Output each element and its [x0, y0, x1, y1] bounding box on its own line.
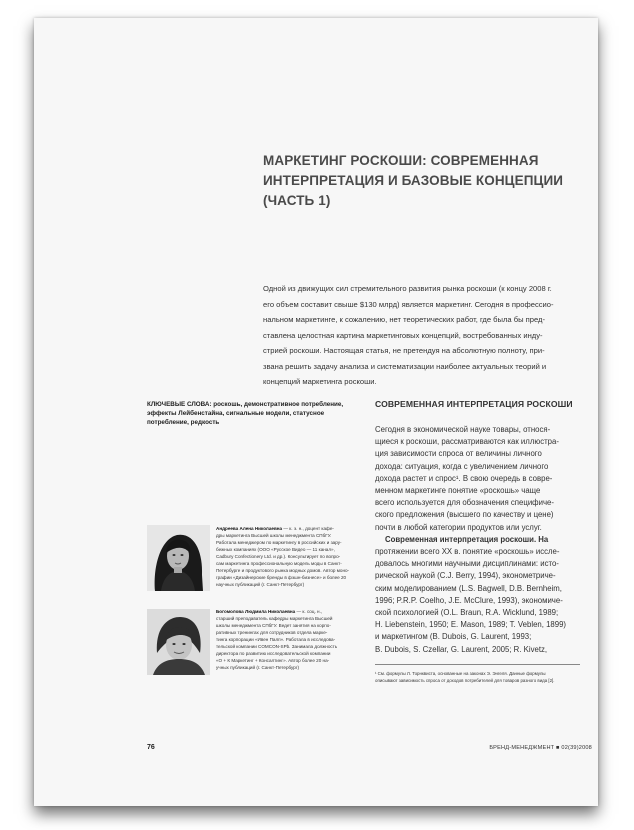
author-bio-bogomolova	[216, 608, 356, 671]
body-line: Современная интерпретация роскоши. На	[385, 534, 549, 544]
bio-text: сам маркетинга профессиональную модель моды в Санкт-	[216, 561, 342, 566]
bio-text: — к. э. н., доцент кафе-	[283, 526, 334, 531]
keywords-block	[147, 400, 352, 427]
author-photo-bogomolova	[147, 609, 210, 675]
bio-line	[216, 608, 356, 615]
bio-text: ративных тренингах для сотрудников отдела марке-	[216, 630, 328, 635]
body-line: 1996; P.R.P. Coelho, J.E. McClure, 1993), экономиче-	[375, 595, 563, 605]
keywords-text: роскошь, демонстративное потребление,	[213, 401, 344, 408]
body-line: дохода: ситуация, когда с увеличением личного	[375, 461, 549, 471]
abstract-line: концепций маркетинга роскоши.	[263, 377, 377, 386]
body-line: почти в любой категории продуктов или услуг.	[375, 522, 542, 532]
magazine-page	[34, 18, 598, 806]
bio-text: старший преподаватель кафедры маркетинга Высшей	[216, 616, 333, 621]
abstract-line: нальном маркетинге, к сожалению, нет теоретических работ, где была бы пред-	[263, 315, 546, 324]
title-line: (ЧАСТЬ 1)	[263, 193, 331, 208]
bio-text: тельской компании COMCON-SPb. Занимала должность	[216, 644, 338, 649]
author-bio-andreeva	[216, 525, 356, 588]
section-heading: СОВРЕМЕННАЯ ИНТЕРПРЕТАЦИЯ РОСКОШИ	[375, 399, 573, 409]
running-footer: БРЕНД-МЕНЕДЖМЕНТ ■ 02(39)2008	[489, 745, 592, 751]
bio-text: бежных компаниях (ООО «Русское Видео — 11 канал»,	[216, 547, 335, 552]
abstract-line: стрией роскоши. Настоящая статья, не претендуя на абсолютную полноту, при-	[263, 346, 545, 355]
footnote-line: описывают зависимость спроса от доходов потребителей для товаров разного вида [2].	[375, 678, 555, 683]
body-line: рической наукой (C.J. Berry, 1994), эконометриче-	[375, 571, 556, 581]
bio-text: директора по развитию исследовательской компании	[216, 651, 331, 656]
footnote-line: ¹ См. формулы Л. Торнквиста, основанные на законах Э. Энгеля. Данные формулы	[375, 671, 546, 676]
body-line: Сегодня в экономической науке товары, относя-	[375, 425, 551, 434]
bio-text: Работала менеджером по маркетингу в российских и зару-	[216, 540, 342, 545]
body-line: всего используется для обозначения специфиче-	[375, 498, 554, 508]
author-photo-andreeva	[147, 525, 210, 591]
bio-text: школы менеджмента СПбГУ. Ведет занятия на корпо-	[216, 623, 331, 628]
keywords-line	[147, 400, 352, 409]
abstract-line: ставлена целостная картина маркетинговых концепций, востребованных инду-	[263, 330, 543, 340]
keywords-label: КЛЮЧЕВЫЕ СЛОВА:	[147, 401, 212, 408]
abstract-line: его объем составит свыше $130 млрд) является маркетинг. Сегодня в профессио-	[263, 299, 554, 309]
portrait-image	[147, 609, 210, 675]
article-title	[263, 151, 593, 211]
body-line: ской психологией (O.L. Braun, R.A. Wicklund, 1989;	[375, 608, 559, 618]
article-abstract	[263, 281, 585, 390]
title-line: ИНТЕРПРЕТАЦИЯ И БАЗОВЫЕ КОНЦЕПЦИИ	[263, 173, 564, 188]
body-line: и маркетингом (B. Dubois, G. Laurent, 1993;	[375, 632, 532, 642]
body-line: щиеся к роскоши, рассматриваются как иллюстра-	[375, 437, 559, 447]
keywords-text: потребление, редкость	[147, 419, 220, 426]
abstract-line: Одной из движущих сил стремительного развития рынка роскоши (к концу 2008 г.	[263, 284, 552, 293]
abstract-line: звана решить задачу анализа и систематизации наиболее актуальных теорий и	[263, 361, 547, 371]
bio-text: «О + К Маркетинг + Консалтинг». Автор более 20 на-	[216, 658, 330, 663]
author-name: Андреева Алена Николаевна	[216, 526, 283, 531]
bio-text: тинга корпорации «Ивен Палп». Работала в исследова-	[216, 637, 336, 642]
bio-text: — к. соц. н.,	[296, 609, 323, 614]
body-line: ского предложения (высшего по качеству и цене)	[375, 510, 554, 520]
body-line: дохода растет и спрос¹. В свою очередь в совре-	[375, 473, 553, 483]
bio-text: научных публикаций (г. Санкт-Петербург)	[216, 582, 305, 587]
title-line: МАРКЕТИНГ РОСКОШИ: СОВРЕМЕННАЯ	[263, 153, 539, 168]
body-line: протяжении всего XX в. понятие «роскошь» иссле-	[375, 547, 560, 557]
body-line: B. Dubois, S. Czellar, G. Laurent, 2005; R. Kivetz,	[375, 644, 548, 654]
footnote	[375, 670, 590, 684]
page-number: 76	[147, 744, 155, 751]
author-name: Богомолова Людмила Николаевна	[216, 609, 296, 614]
body-line: ция зависимости спроса от величины личного	[375, 449, 542, 459]
bio-line	[216, 525, 356, 532]
bio-text: Петербурге и продуктового рынка модных домов. Автор моно-	[216, 568, 350, 573]
body-line: H. Liebenstein, 1950; E. Mason, 1989; T. Veblen, 1899)	[375, 620, 567, 630]
bio-text: учных публикаций (г. Санкт-Петербург)	[216, 665, 300, 670]
body-line: менном маркетинге понятие «роскошь» чаще	[375, 486, 541, 496]
body-text	[375, 424, 590, 656]
footnote-divider	[375, 664, 580, 665]
portrait-image	[147, 525, 210, 591]
keywords-text: эффекты Лейбенстайна, сигнальные модели, статусное	[147, 410, 325, 417]
bio-text: дры маркетинга Высшей школы менеджмента СПбГУ.	[216, 533, 332, 538]
body-line: ским моделированием (L.S. Bagwell, D.B. Bernheim,	[375, 583, 562, 593]
body-line: довалось многими научными дисциплинами: исто-	[375, 559, 559, 569]
bio-text: графии «Дизайнерские бренды в фэшн-бизнесе» и более 20	[216, 575, 347, 580]
bio-text: Cadbury Confectionery Ltd. и др.). Консультирует по вопро-	[216, 554, 341, 559]
